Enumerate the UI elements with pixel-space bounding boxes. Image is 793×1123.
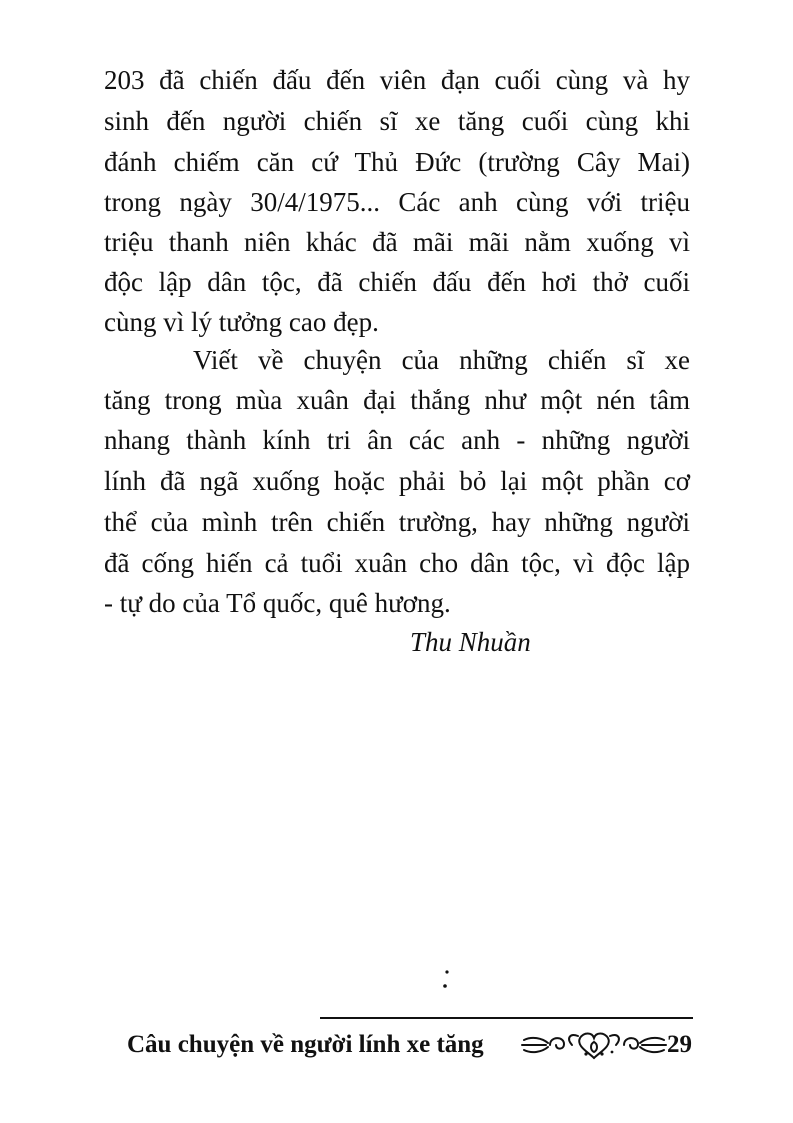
paragraph-2-line-3: nhang thành kính tri ân các anh - những người [104, 425, 690, 455]
page-number: 29 [667, 1031, 692, 1058]
footer-rule [320, 1017, 693, 1019]
paragraph-1-line-6: độc lập dân tộc, đã chiến đấu đến hơi thở cuối [104, 267, 690, 297]
paragraph-1-line-2: sinh đến người chiến sĩ xe tăng cuối cùng khi [104, 106, 690, 136]
paragraph-1-line-7: cùng vì lý tưởng cao đẹp. [104, 307, 379, 337]
paragraph-1-line-4: trong ngày 30/4/1975... Các anh cùng với triệu [104, 187, 690, 217]
paragraph-2-line-4: lính đã ngã xuống hoặc phải bỏ lại một phần cơ [104, 466, 690, 496]
paragraph-2-line-2: tăng trong mùa xuân đại thắng như một nén tâm [104, 385, 690, 415]
scroll-ornament-icon [520, 1028, 668, 1062]
paragraph-2-line-7: - tự do của Tổ quốc, quê hương. [104, 588, 451, 618]
paragraph-1-line-1: 203 đã chiến đấu đến viên đạn cuối cùng và hy [104, 65, 690, 95]
scan-dots-decoration [440, 962, 452, 994]
paragraph-2-line-1: Viết về chuyện của những chiến sĩ xe [193, 345, 690, 375]
footer-book-title: Câu chuyện về người lính xe tăng [127, 1031, 484, 1058]
paragraph-2-line-5: thể của mình trên chiến trường, hay những người [104, 507, 690, 537]
paragraph-2-line-6: đã cống hiến cả tuổi xuân cho dân tộc, vì độc lập [104, 548, 690, 578]
author-signature: Thu Nhuần [410, 627, 531, 657]
paragraph-1-line-5: triệu thanh niên khác đã mãi mãi nằm xuống vì [104, 227, 690, 257]
paragraph-1-line-3: đánh chiếm căn cứ Thủ Đức (trường Cây Mai) [104, 147, 690, 177]
